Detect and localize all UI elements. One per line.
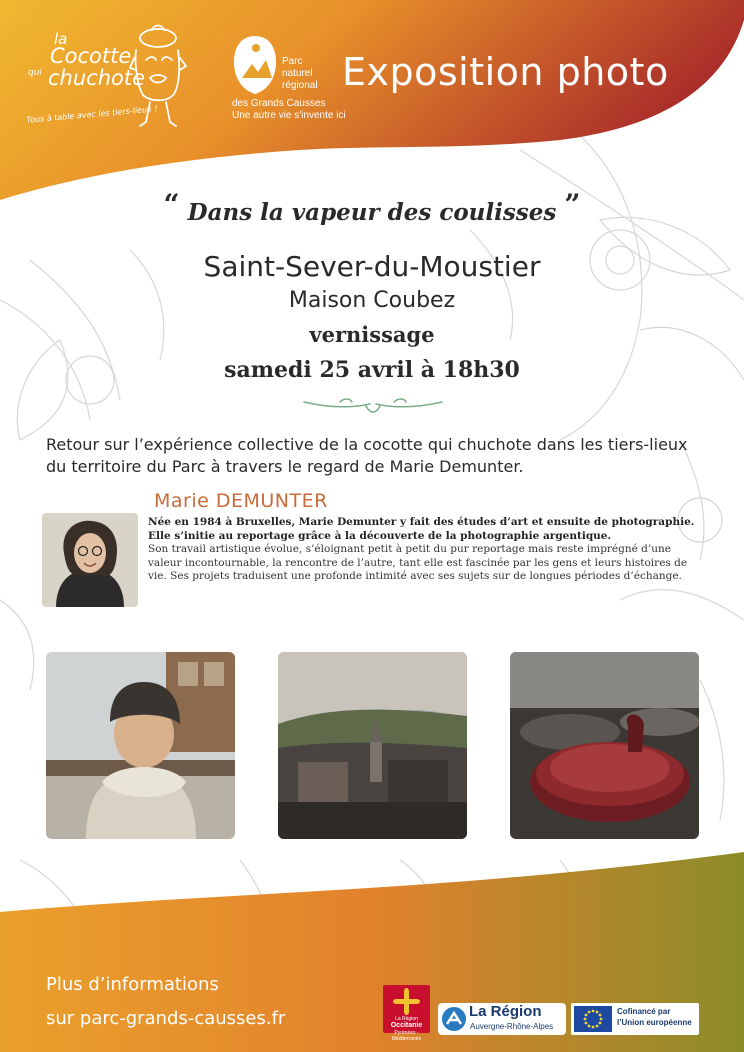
parc-logo-text: Parc naturel régional: [282, 56, 318, 91]
occitanie-small: La Région: [395, 1016, 418, 1022]
artist-bio-text: Son travail artistique évolue, s’éloignant petit à petit du pur reportage mais reste imprégné d’une valeur incontournable, la rencontre de l’autre, tant elle est fascinée par les gens et leurs histoires de vie. Ses projets traduisent une profonde intimité avec ses sujets sur de longues périodes d’échange.: [148, 543, 688, 582]
parc-emblem-icon: [232, 34, 278, 96]
quote-close: ”: [564, 188, 581, 221]
more-info-label: Plus d’informations: [46, 974, 219, 995]
aura-sub: Auvergne-Rhône-Alpes: [470, 1022, 554, 1031]
subtitle-text: Dans la vapeur des coulisses: [187, 199, 557, 226]
artist-bio: [148, 516, 704, 584]
ornament-divider: [300, 394, 446, 416]
occitanie-sub: Pyrénées - Méditerranée: [391, 1030, 422, 1042]
aura-name: La Région: [469, 1003, 542, 1020]
photo-cooking-pot: [510, 652, 699, 839]
event-venue: Maison Coubez: [288, 288, 456, 313]
artist-portrait: [42, 513, 138, 607]
eu-text: Cofinancé par l’Union européenne: [617, 1007, 692, 1027]
logo-tagline: Tous à table avec les tiers-lieux !: [25, 104, 158, 125]
parc-logo: [232, 34, 346, 134]
occitanie-logo: [383, 985, 430, 1042]
logo-text: la: [54, 30, 68, 48]
cocotte-pot-icon: [128, 24, 188, 132]
logo-text: Cocotte: [50, 44, 132, 68]
intro-paragraph: Retour sur l’expérience collective de la cocotte qui chuchote dans les tiers-lieux du territoire du Parc à travers le regard de Marie Demunter.: [46, 435, 688, 476]
eu-flag-icon: [574, 1006, 612, 1032]
aura-mark-icon: [441, 1006, 467, 1032]
page-title: Exposition photo: [342, 50, 669, 94]
eu-logo: [571, 1003, 699, 1035]
parc-logo-subtext: des Grands Causses Une autre vie s'invente ici: [232, 98, 346, 121]
photo-village: [278, 652, 467, 839]
occitan-cross-icon: [392, 988, 421, 1015]
exhibition-subtitle: [0, 188, 744, 226]
logo-text: chuchote: [48, 66, 146, 90]
occitanie-name: Occitanie: [390, 1022, 423, 1029]
occitanie-text: [383, 1016, 430, 1042]
artist-bio-intro: Née en 1984 à Bruxelles, Marie Demunter y fait des études d’art et ensuite de photographie. Elle s’initie au reportage grâce à la découverte de la photographie argentique.: [148, 516, 695, 542]
aura-logo: [438, 1003, 566, 1035]
quote-open: “: [163, 188, 180, 221]
website-link[interactable]: sur parc-grands-causses.fr: [46, 1008, 286, 1029]
event-location: Saint-Sever-du-Moustier: [203, 250, 541, 283]
event-label: vernissage: [309, 322, 435, 347]
cocotte-logo: [22, 26, 172, 136]
photo-woman-scarf: [46, 652, 235, 839]
event-date: samedi 25 avril à 18h30: [224, 357, 520, 383]
logo-text: qui: [28, 68, 42, 78]
artist-name: Marie DEMUNTER: [154, 490, 328, 512]
